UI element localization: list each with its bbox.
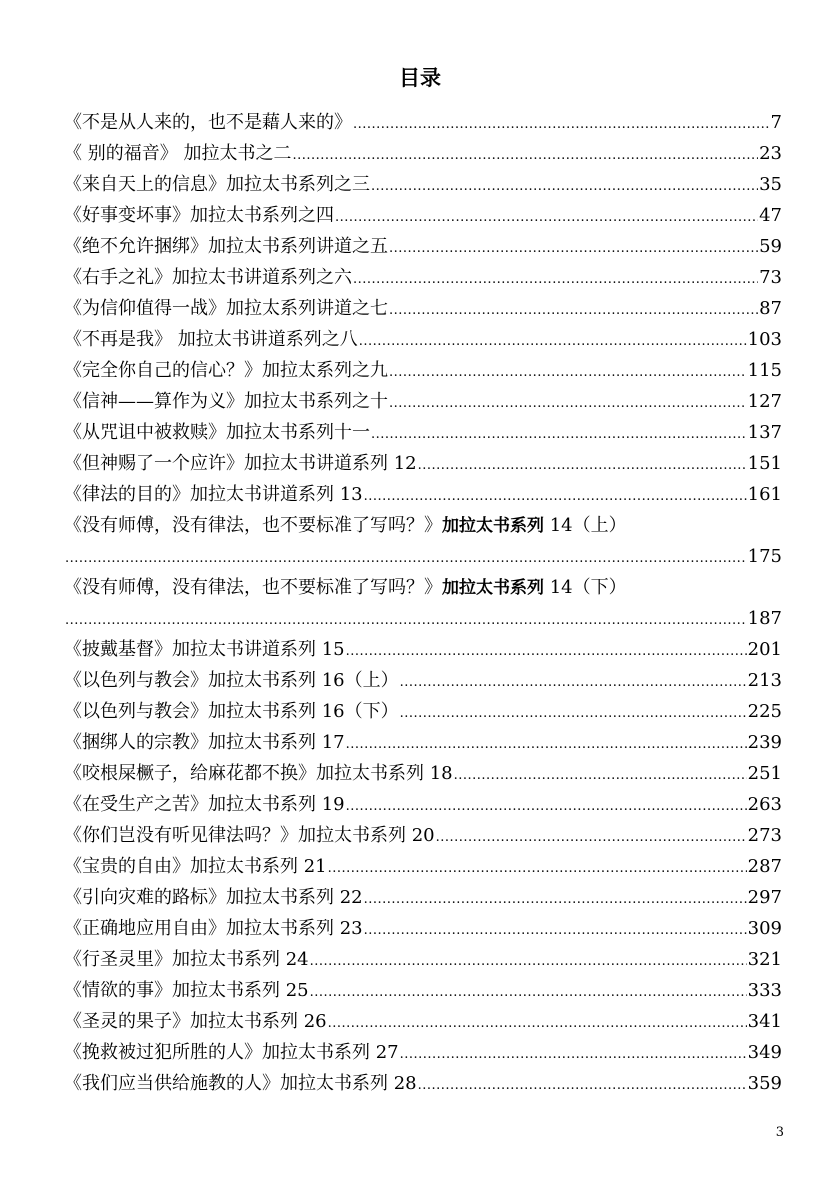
dot-leader — [328, 853, 747, 884]
toc-entry-title: 《不是从人来的，也不是藉人来的》 — [64, 112, 352, 133]
dot-leader — [400, 1039, 747, 1070]
toc-entry-page: 103 — [747, 329, 782, 350]
dot-leader — [400, 698, 747, 729]
toc-entry[interactable] — [64, 479, 782, 510]
toc-entry-title: 《信神——算作为义》加拉太书系列之十 — [64, 391, 388, 412]
dot-leader — [389, 357, 747, 388]
toc-entry-page: 213 — [747, 670, 782, 691]
toc-entry[interactable] — [64, 882, 782, 913]
toc-entry-wrapped-title[interactable] — [64, 510, 782, 541]
toc-entry-title: 《咬根屎橛子，给麻花都不换》加拉太书系列 18 — [64, 763, 453, 784]
page-number: 3 — [775, 1125, 784, 1140]
toc-entry-title: 《来自天上的信息》加拉太书系列之三 — [64, 174, 370, 195]
toc-entry[interactable] — [64, 417, 782, 448]
toc-entry-page: 137 — [747, 422, 782, 443]
dot-leader — [65, 543, 747, 574]
toc-entry[interactable] — [64, 727, 782, 758]
toc-entry-title: 《在受生产之苦》加拉太书系列 19 — [64, 794, 345, 815]
toc-entry-page: 297 — [747, 887, 782, 908]
toc-entry-page: 263 — [747, 794, 782, 815]
dot-leader — [359, 326, 747, 357]
toc-entry-page: 287 — [747, 856, 782, 877]
toc-entry[interactable] — [64, 665, 782, 696]
dot-leader — [310, 977, 747, 1008]
toc-entry-title: 《没有师傅，没有律法，也不要标准了写吗？》加拉太书系列 14（下） — [64, 577, 627, 598]
toc-entry-title: 《行圣灵里》加拉太书系列 24 — [64, 949, 309, 970]
toc-entry[interactable] — [64, 231, 782, 262]
toc-entry-page: 349 — [747, 1042, 782, 1063]
toc-entry-title: 《但神赐了一个应许》加拉太书讲道系列 12 — [64, 453, 417, 474]
toc-entry[interactable] — [64, 448, 782, 479]
dot-leader — [346, 729, 747, 760]
toc-entry[interactable] — [64, 789, 782, 820]
dot-leader — [418, 450, 747, 481]
toc-entry[interactable] — [64, 944, 782, 975]
toc-entry[interactable] — [64, 851, 782, 882]
toc-entry-page: 115 — [747, 360, 782, 381]
toc-entry-title: 《我们应当供给施教的人》加拉太书系列 28 — [64, 1073, 417, 1094]
toc-entry-page: 273 — [747, 825, 782, 846]
toc-entry-title: 《好事变坏事》加拉太书系列之四 — [64, 205, 334, 226]
toc-entry-page: 187 — [747, 608, 782, 629]
toc-entry-page: 239 — [747, 732, 782, 753]
dot-leader — [346, 791, 747, 822]
toc-entry-title: 《挽救被过犯所胜的人》加拉太书系列 27 — [64, 1042, 399, 1063]
toc-entry-page: 309 — [747, 918, 782, 939]
toc-entry-title: 《没有师傅，没有律法，也不要标准了写吗？》加拉太书系列 14（上） — [64, 515, 627, 536]
toc-entry-title: 《律法的目的》加拉太书讲道系列 13 — [64, 484, 363, 505]
dot-leader — [353, 109, 770, 140]
toc-entry-page: 73 — [759, 267, 782, 288]
toc-entry[interactable] — [64, 820, 782, 851]
toc-entry-page: 151 — [747, 453, 782, 474]
toc-entry-wrapped-page[interactable] — [64, 541, 782, 572]
dot-leader — [346, 636, 747, 667]
dot-leader — [389, 233, 758, 264]
toc-entry-title: 《情欲的事》加拉太书系列 25 — [64, 980, 309, 1001]
dot-leader — [65, 605, 747, 636]
toc-entry-page: 47 — [759, 205, 782, 226]
toc-entry[interactable] — [64, 696, 782, 727]
toc-entry[interactable] — [64, 634, 782, 665]
toc-entry[interactable] — [64, 324, 782, 355]
toc-entry-page: 7 — [770, 112, 782, 133]
dot-leader — [371, 419, 747, 450]
toc-entry-title: 《圣灵的果子》加拉太书系列 26 — [64, 1011, 327, 1032]
dot-leader — [371, 171, 758, 202]
toc-entry[interactable] — [64, 262, 782, 293]
toc-entry-title: 《正确地应用自由》加拉太书系列 23 — [64, 918, 363, 939]
toc-entry-wrapped-title[interactable] — [64, 572, 782, 603]
toc-entry[interactable] — [64, 355, 782, 386]
dot-leader — [292, 140, 758, 171]
toc-entry[interactable] — [64, 975, 782, 1006]
toc-entry-page: 23 — [759, 143, 782, 164]
dot-leader — [364, 884, 747, 915]
toc-entry[interactable] — [64, 138, 782, 169]
toc-entry-page: 333 — [747, 980, 782, 1001]
toc-entry-title: 《宝贵的自由》加拉太书系列 21 — [64, 856, 327, 877]
toc-entry-page: 59 — [759, 236, 782, 257]
toc-entry-title: 《完全你自己的信心？》加拉太系列之九 — [64, 360, 388, 381]
toc-entry[interactable] — [64, 293, 782, 324]
dot-leader — [328, 1008, 747, 1039]
toc-entry[interactable] — [64, 1068, 782, 1099]
toc-entry[interactable] — [64, 913, 782, 944]
toc-entry[interactable] — [64, 386, 782, 417]
toc-entry[interactable] — [64, 1037, 782, 1068]
dot-leader — [418, 1070, 747, 1101]
toc-entry-title: 《披戴基督》加拉太书讲道系列 15 — [64, 639, 345, 660]
toc-entry[interactable] — [64, 107, 782, 138]
toc-entry-page: 341 — [747, 1011, 782, 1032]
toc-entry-title: 《以色列与教会》加拉太书系列 16（上） — [64, 670, 399, 691]
toc-entry-title: 《以色列与教会》加拉太书系列 16（下） — [64, 701, 399, 722]
dot-leader — [310, 946, 747, 977]
dot-leader — [389, 295, 758, 326]
toc-entry-page: 175 — [747, 546, 782, 567]
toc-entry-page: 35 — [759, 174, 782, 195]
toc-list — [64, 107, 782, 1099]
toc-entry-page: 161 — [747, 484, 782, 505]
dot-leader — [454, 760, 747, 791]
toc-title: 目录 — [399, 66, 441, 90]
toc-entry-title: 《右手之礼》加拉太书讲道系列之六 — [64, 267, 352, 288]
dot-leader — [353, 264, 758, 295]
dot-leader — [335, 202, 758, 233]
toc-entry-title: 《从咒诅中被救赎》加拉太书系列十一 — [64, 422, 370, 443]
dot-leader — [364, 481, 747, 512]
toc-entry[interactable] — [64, 169, 782, 200]
toc-entry-title: 《引向灾难的路标》加拉太书系列 22 — [64, 887, 363, 908]
toc-entry-page: 127 — [747, 391, 782, 412]
dot-leader — [364, 915, 747, 946]
dot-leader — [436, 822, 747, 853]
toc-entry-page: 225 — [747, 701, 782, 722]
toc-entry-page: 359 — [747, 1073, 782, 1094]
toc-entry[interactable] — [64, 1006, 782, 1037]
toc-entry-title: 《为信仰值得一战》加拉太系列讲道之七 — [64, 298, 388, 319]
toc-entry-title: 《不再是我》 加拉太书讲道系列之八 — [64, 329, 358, 350]
toc-entry-page: 251 — [747, 763, 782, 784]
toc-entry[interactable] — [64, 200, 782, 231]
toc-entry[interactable] — [64, 758, 782, 789]
toc-entry-title: 《绝不允许捆绑》加拉太书系列讲道之五 — [64, 236, 388, 257]
toc-entry-title: 《捆绑人的宗教》加拉太书系列 17 — [64, 732, 345, 753]
toc-entry-wrapped-page[interactable] — [64, 603, 782, 634]
toc-entry-title: 《 别的福音》 加拉太书之二 — [64, 143, 292, 164]
dot-leader — [400, 667, 747, 698]
toc-entry-page: 201 — [747, 639, 782, 660]
toc-entry-page: 321 — [747, 949, 782, 970]
toc-entry-page: 87 — [759, 298, 782, 319]
dot-leader — [389, 388, 747, 419]
toc-entry-title: 《你们岂没有听见律法吗？》加拉太书系列 20 — [64, 825, 435, 846]
